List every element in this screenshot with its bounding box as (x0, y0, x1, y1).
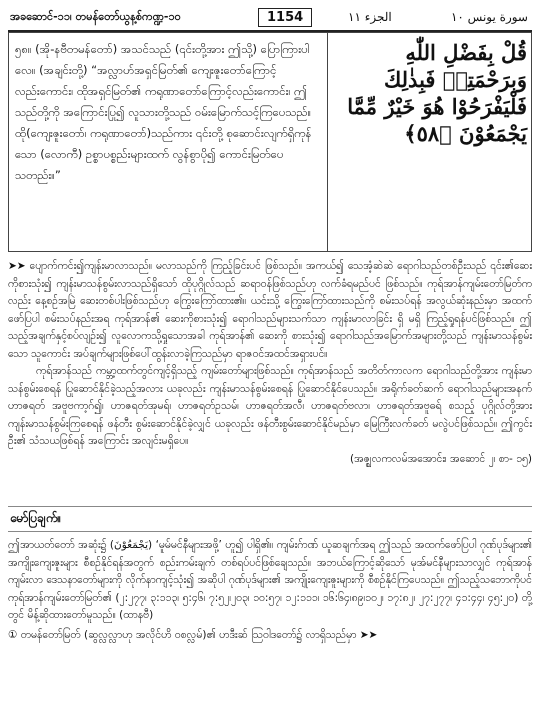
verse-box (8, 32, 532, 252)
footnote: ① တမန်တော်မြတ် (ဆွလ္လလ္လာဟု အလိုင်ဟိ ဝစလ္လမ်)၏ ဟဒီးဆ် ဩဝါဒတော်၌ လာရှိသည်မှာ ➤➤ (8, 628, 378, 641)
page-number: 1154 (258, 8, 312, 27)
commentary-paragraph-1: ➤➤ ပျောက်ကင်း၍ကျန်းမာလာသည်။ မလာသည်ကို ကြည့်ခြင်းပင် ဖြစ်သည်။ အကယ်၍ သေအံ့ဆဲဆဲ ရောဂါသည်တစ်ဦးသည် ၎င်း၏ဆေးကိုစားသုံး၍ ကျန်းမာသန်စွမ်းလာသည်ရှိသော် ထိုပုဂ္ဂိုလ်သည် ဆရာဝန်ဖြစ်သည်ဟု လက်ခံရမည်ပင် ဖြစ်သည်။ ကုရ်အာန်ကျမ်းတော်မြတ်ကလည်း နေ့စဉ်အမြဲ ဆေးတစ်ပါးဖြစ်သည်ဟု ကြွေးကြော်ထား၏။ ယင်းသို့ ကြွေးကြော်ထားသည်ကို စမ်းသပ်ရန် အလွယ်ဆုံးနည်းမှာ အထက်ဖော်ပြပါ စမ်းသပ်နည်းအရ ကုရ်အာန်၏ ဆေးကိုစားသုံး၍ ရောဂါသည်များသက်သာ ကျန်းမာလာခြင်း ရှိ မရှိ ကြည့်ရှုရန်ပင်ဖြစ်သည်။ ဤသည့်အချက်နှင့်စပ်လျဉ်း၍ လူလောကသို့ရှုသောအခါ ကုရ်အာန်၏ ဆေးကို စားသုံး၍ ရောဂါသည်အမြောက်အများတို့သည် ကျန်းမာသန်စွမ်းသော သူကောင်း အပ်ချက်များဖြစ်ပေါ်ထွန်းလာခဲ့ကြသည်မှာ ရာဇဝင်အထင်အရှားပင်။ (8, 260, 532, 360)
commentary-source: (အဇ္ဈလကလမ်အအောင်း၊ အဆောင် ၂၊ စာ- ၁၅) (350, 452, 532, 465)
verse-translation: ၅၈။ (အို-နဗီတမန်တော်) အသင်သည် (၎င်းတို့အား ဤသို့) ပြောကြားပါလေ။ (အချင်းတို့) “အလ္လာဟ်အရှင်မြတ်၏ ကျေးဇူးတော်ကြောင့်လည်းကောင်း၊ ထိုအရှင်မြတ်၏ ကရုဏာတော်ကြောင့်လည်းကောင်း၊ ဤသည်တို့ကို အကြောင်းပြု၍ လူသားတို့သည် ဝမ်းမြောက်သင့်ကြပေသည်။ ထို(ကျေးဇူးတော်၊ ကရုဏာတော်)သည်ကား ၎င်းတို့ စုဆောင်းလျက်ရှိကုန်သော (လောကီ) ဥစ္စာပစ္စည်းများထက် လွန်စွာပို၍ ကောင်းမြတ်ပေသတည်း။” (15, 42, 312, 182)
section-title: မော်ပြချက်။ (8, 506, 532, 532)
arabic-verse: قُلْ بِفَضْلِ اللّٰهِ وَبِرَحْمَتِهٖ فَبِذٰلِكَ فَلْيَفْرَحُوْا هُوَ خَيْرٌ مِّمَّا يَجْمَعُوْنَ ﴿٥٨﴾ (347, 40, 527, 146)
section-body: ဤအာယတ်တော် အဆုံး၌ (يَجْمَعُوْنَ) ‘မူမ်မင်နီများအဖို့’ ဟူ၍ ပါရှိ၏။ ကျမ်းဂ်ာဏ် ယူဆချက်အရ ဤသည် အထက်ဖော်ပြပါ ဂုဏ်ပုဒ်များ၏ အကျိုးကျေးဇူးများ စီစဉ်နိုင်ရန်အတွက် စည်းကမ်းချက် တစ်ရပ်ပင်ဖြစ်ချေသည်။ အဘယ်ကြောင့်ဆိုသော် မုအ်မင်နီများသာလျှင် ကုရ်အာန်ကျမ်းလာ ဒေသနာတော်များကို လိုက်နာကျင့်သုံး၍ အဆိုပါ ဂုဏ်ပုဒ်များ၏ အကျိုးကျေးဇူးများကို စီစဉ်နိုင်ကြပေသည်။ ဤသည့်သဘောကိုပင် ကုရ်အာန်ကျမ်းတော်မြတ်၏ (၂:၂၇၇၊ ၃:၁၁၃၊ ၅:၄၆၊ ၇:၅၂၊၂၀၃၊ ၁၀:၅၇၊ ၁၂:၁၁၁၊ ၁၆:၆၄၊၈၉၊၁၀၂၊ ၁၇:၈၂၊ ၂၇:၂၇၇၊ ၄၁:၄၄၊ ၄၅:၂၀) တို့တွင် မိန့်ဆိုထားတော်မူသည်။ (ထာနဗီ) (8, 539, 532, 621)
running-header (8, 8, 532, 32)
commentary-paragraph-2: ကုရ်အာန်သည် ကမ္ဘာ့ထက်တွင်ကျင့်ရှိသည့် ကျမ်းတော်များဖြစ်သည်။ ကုရ်အာန်သည် အတိတ်ကာလက ရောဂါသည်တို့အား ကျန်းမာသန်စွမ်းစေရန် ပြုဆောင်နိုင်ခဲ့သည့်အလား ယခုလည်း ကျန်းမာသန်စွမ်းစေရန် ပြုဆောင်နိုင်ပေသည်။ အရိုက်ခတ်ဆက် ရောဂါသည်များအနက် ဟာဇရတ် အဗူဗကာ့ဂ်၍၊ ဟာဇရတ်အုမရ်၊ ဟာဇရတ်ဥသမ်၊ ဟာဇရတ်အလီ၊ ဟာဇရတ်ဗလာ၊ ဟာဇရတ်အဗူဓရ် စသည့် ပုဂ္ဂိုလ်တို့အား ကျန်းမာသန်စွမ်းကြစေရန် ဖန်တီး စွမ်းဆောင်နိုင်ခဲ့လျှင် ယခုလည်း ဖန်တီးစွမ်းဆောင်နိုင်မည်မှာ မြေကြီးလက်ခတ် မလွဲပင်ဖြစ်သည်။ ဤကွင်း ဦး၏ သံသယဖြစ်ရန် အကြောင်း အလျင်းမရှိပေ။ (8, 365, 532, 447)
explanation-section (8, 506, 532, 644)
commentary (8, 258, 532, 468)
chapter-info: အခဆောင်-၁၁၊ တမန်တော်ယွန့စ်ကဏ္ဍ-၁၀ (10, 10, 181, 23)
surah-label: سورة يونس ١٠ (450, 10, 528, 24)
juz-label: الجزء ١١ (348, 10, 392, 24)
verse-divider (327, 33, 328, 251)
